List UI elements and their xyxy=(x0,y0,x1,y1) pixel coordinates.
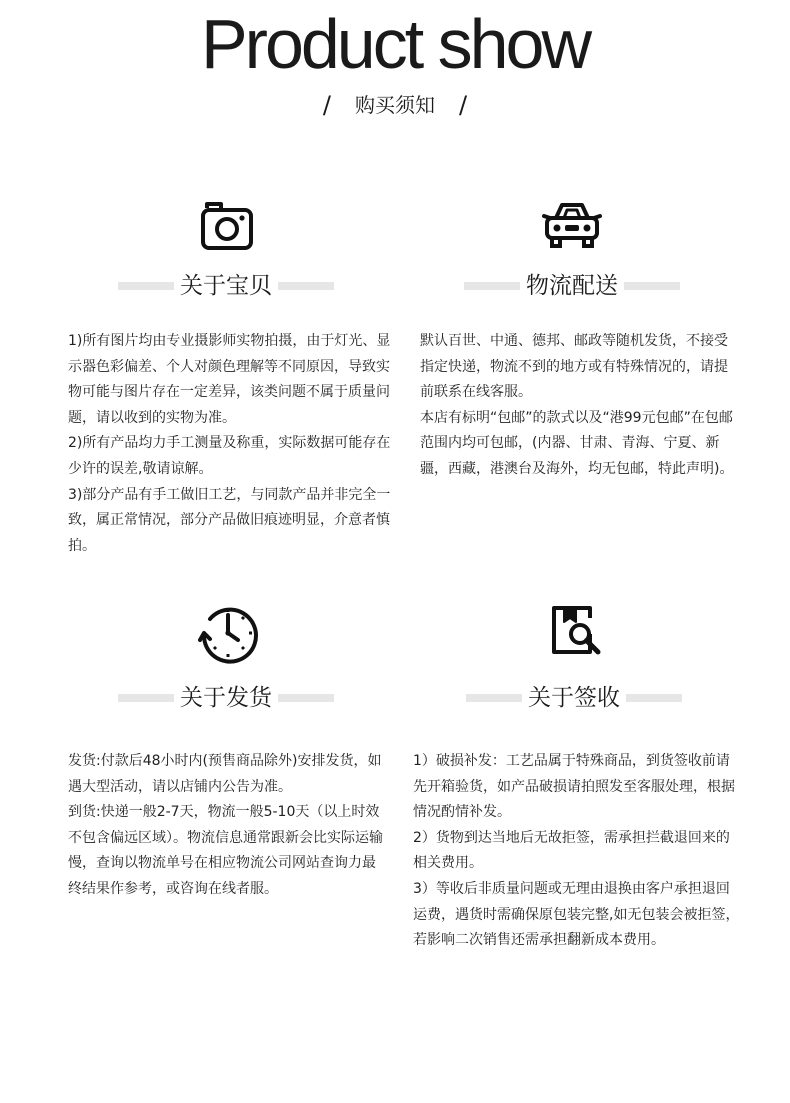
subtitle-left-slash: / xyxy=(322,91,331,119)
subtitle xyxy=(0,90,790,120)
paragraph: 1)所有图片均由专业摄影师实物拍摄，由于灯光、显示器色彩偏差、个人对颜色理解等不同原因，导致实物可能与图片存在一定差异，该类问题不属于质量问题，请以收到的实物为准。 xyxy=(68,333,391,426)
paragraph: 2）货物到达当地后无故拒签，需承担拦截退回来的相关费用。 xyxy=(413,829,730,872)
inspect-icon xyxy=(544,600,608,664)
subtitle-text: 购买须知 xyxy=(355,93,435,117)
section-body xyxy=(68,749,386,903)
section-heading-text: 关于签收 xyxy=(522,685,626,711)
section-body xyxy=(420,329,738,483)
section-heading xyxy=(118,271,334,301)
car-icon xyxy=(540,194,604,258)
page-title: Product show xyxy=(200,5,590,83)
paragraph: 默认百世、中通、德邦、邮政等随机发货，不接受指定快递，物流不到的地方或有特殊情况的，请提前联系在线客服。 xyxy=(420,333,728,401)
paragraph: 到货:快递一般2-7天，物流一般5-10天（以上时效不包含偏远区域）。物流信息通常跟新会比实际运输慢，查询以物流单号在相应物流公司网站查询力最终结果作参考，或咨询在线者服。 xyxy=(68,804,383,897)
paragraph: 3)部分产品有手工做旧工艺，与同款产品并非完全一致，属正常情况，部分产品做旧痕迹明显，介意者慎拍。 xyxy=(68,486,391,554)
section-heading-text: 关于宝贝 xyxy=(174,273,278,299)
section-body xyxy=(68,329,396,559)
section-heading xyxy=(464,271,680,301)
clock-icon xyxy=(196,600,260,664)
paragraph: 1）破损补发：工艺品属于特殊商品，到货签收前请先开箱验货，如产品破损请拍照发至客服处理，根据情况酌情补发。 xyxy=(413,753,735,821)
section-body xyxy=(413,749,741,954)
subtitle-right-slash: / xyxy=(459,91,468,119)
section-heading-text: 关于发货 xyxy=(174,685,278,711)
paragraph: 3）等收后非质量问题或无理由退换由客户承担退回运费，遇货时需确保原包装完整,如无包装会被拒签，若影响二次销售还需承担翻新成本费用。 xyxy=(413,880,740,949)
paragraph: 2)所有产品均力手工测量及称重，实际数据可能存在少许的误差,敬请谅解。 xyxy=(68,435,391,477)
section-heading xyxy=(466,683,682,713)
section-heading xyxy=(118,683,334,713)
paragraph: 本店有标明“包邮”的款式以及“港99元包邮”在包邮范围内均可包邮，(内器、甘肃、青海、宁夏、新疆，西藏，港澳台及海外，均无包邮，特此声明)。 xyxy=(420,409,734,477)
camera-icon xyxy=(195,194,259,258)
paragraph: 发货:付款后48小时内(预售商品除外)安排发货，如遇大型活动，请以店铺内公告为准。 xyxy=(68,753,382,795)
section-heading-text: 物流配送 xyxy=(520,273,624,299)
